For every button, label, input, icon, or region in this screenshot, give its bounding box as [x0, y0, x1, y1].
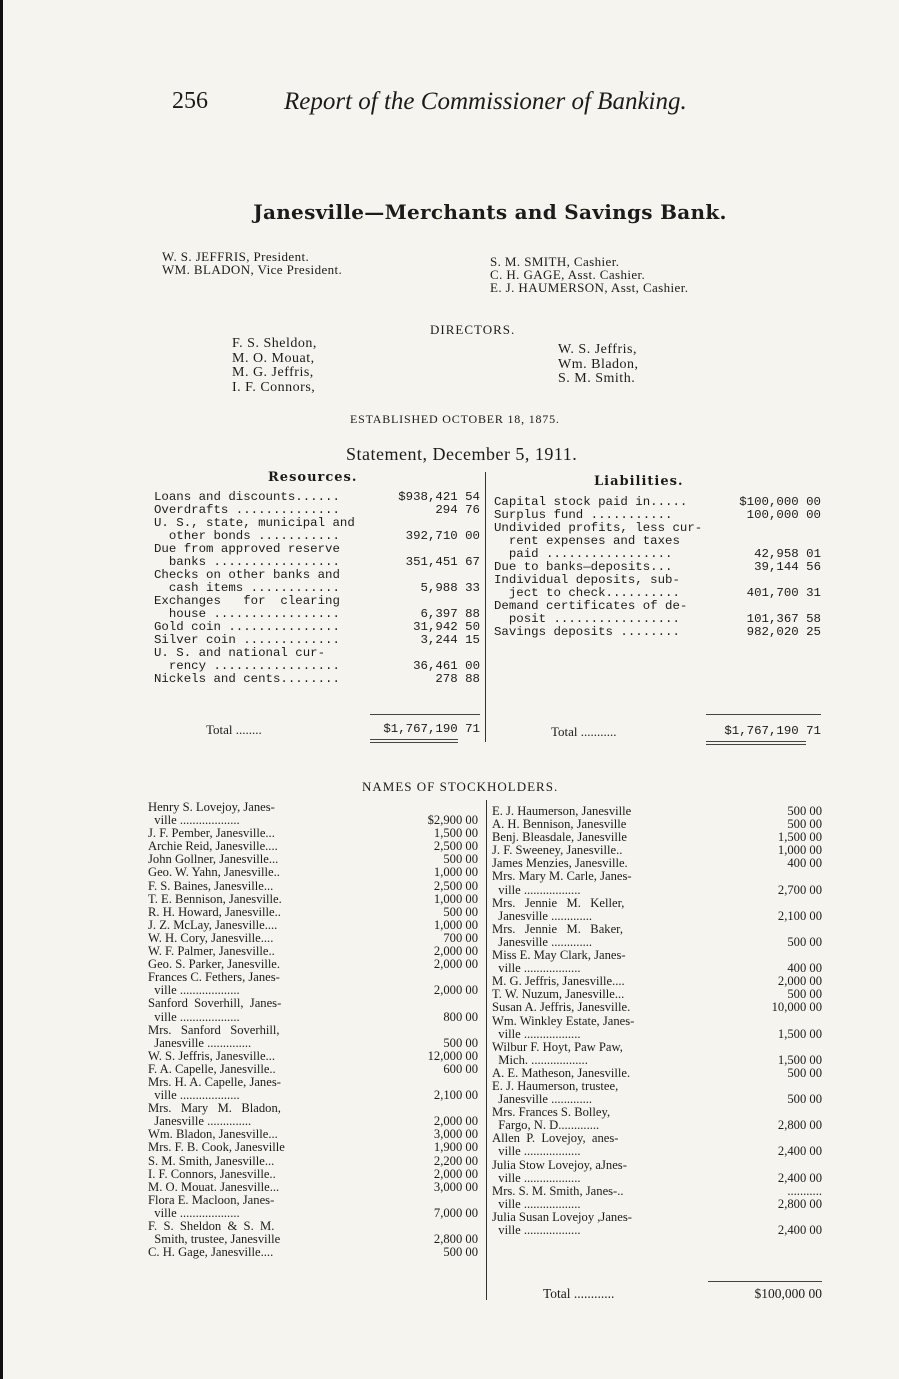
stockholder-row-label: J. Z. McLay, Janesville.... — [148, 917, 278, 932]
stockholder-row-amount: 500 00 — [443, 1035, 478, 1050]
directors-left — [232, 337, 317, 395]
stockholder-row-label: W. H. Cory, Janesville.... — [148, 930, 274, 945]
stockholder-row-label: R. H. Howard, Janesville.. — [148, 904, 281, 919]
stockholder-row — [148, 1194, 478, 1207]
stockholder-row-label: Miss E. May Clark, Janes- — [492, 948, 626, 963]
stockholder-row-amount: 1,500 00 — [433, 826, 478, 841]
stockholder-row-label: C. H. Gage, Janesville.... — [148, 1245, 274, 1260]
stockholder-row-label: Mrs. Sanford Soverhill, — [148, 1022, 280, 1037]
stockholder-row-label: Benj. Bleasdale, Janesville — [492, 830, 627, 845]
stockholder-row — [148, 866, 478, 879]
stockholder-row-label: Geo. W. Yahn, Janesville.. — [148, 865, 280, 880]
director: M. O. Mouat, — [232, 350, 315, 366]
stockholder-row-amount: 1,000 00 — [433, 917, 478, 932]
stockholder-row-label: Flora E. Macloon, Janes- — [148, 1192, 275, 1207]
liability-row-label: Demand certificates of de- — [494, 599, 688, 613]
stockholder-row — [492, 897, 822, 910]
stockholder-row-amount: ........... — [787, 1183, 822, 1198]
stockholder-row — [148, 893, 478, 906]
stockholder-row — [492, 1172, 822, 1185]
resource-row-amount: 278 88 — [435, 672, 480, 686]
stockholder-row-label: Mich. .................. — [492, 1052, 588, 1067]
stockholder-row-label: Janesville .............. — [148, 1035, 252, 1050]
stockholder-row-label: Wm. Winkley Estate, Janes- — [492, 1013, 635, 1028]
liability-row-label: Surplus fund ........... — [494, 508, 673, 522]
stockholders-total: $100,000 00 — [754, 1286, 822, 1301]
liability-row-label: Individual deposits, sub- — [494, 573, 680, 587]
liability-row-label: Due to banks—deposits... — [494, 560, 673, 574]
stockholder-row — [148, 1011, 478, 1024]
stockholder-row-label: I. F. Connors, Janesville.. — [148, 1166, 276, 1181]
officer: WM. BLADON, Vice President. — [162, 262, 343, 277]
director: S. M. Smith. — [558, 371, 636, 386]
stockholder-row-label: Janesville .............. — [148, 1114, 252, 1129]
stockholder-row-label: Geo. S. Parker, Janesville. — [148, 957, 281, 972]
stockholder-row-amount: 2,000 00 — [433, 944, 478, 959]
stockholder-row-label: Fargo, N. D............. — [492, 1118, 600, 1133]
stockholder-row — [148, 1050, 478, 1063]
stockholder-row-label: Sanford Soverhill, Janes- — [148, 996, 282, 1011]
total-rule — [370, 714, 480, 715]
stockholder-row — [148, 1063, 478, 1076]
stockholder-row-label: Mrs. Mary M. Carle, Janes- — [492, 869, 632, 884]
stockholder-row-amount: 2,200 00 — [433, 1153, 478, 1168]
stockholder-row — [492, 1145, 822, 1158]
stockholder-row-label: ville .................. — [492, 882, 581, 897]
stockholder-row-amount: 2,000 00 — [433, 983, 478, 998]
stockholder-row-label: J. F. Pember, Janesville... — [148, 826, 275, 841]
director: M. G. Jeffris, — [232, 365, 314, 380]
stockholder-row-amount: 3,000 00 — [433, 1179, 478, 1194]
stockholder-row-label: E. J. Haumerson, Janesville — [492, 804, 632, 818]
stockholder-row-amount: 400 00 — [787, 961, 822, 976]
liability-row-amount: 101,367 58 — [746, 612, 821, 626]
stockholder-row-label: A. H. Bennison, Janesville — [492, 817, 627, 832]
stockholder-row-label: ville .................. — [492, 1144, 581, 1159]
stockholder-row-amount: 10,000 00 — [771, 1000, 822, 1015]
stockholder-row-label: ville ................... — [148, 1088, 240, 1103]
stockholder-row-label: ville .................. — [492, 1196, 581, 1211]
stockholder-row-label: ville ................... — [148, 983, 240, 998]
stockholder-row-amount: 500 00 — [443, 904, 478, 919]
stockholder-row-amount: 1,000 00 — [433, 891, 478, 906]
directors-heading: DIRECTORS. — [430, 322, 516, 337]
director: Wm. Bladon, — [558, 356, 639, 372]
stockholder-row-amount: 1,500 00 — [777, 1052, 822, 1067]
liability-row-label: rent expenses and taxes — [494, 534, 680, 548]
director: F. S. Sheldon, — [232, 336, 317, 351]
stockholder-row — [148, 1246, 478, 1259]
stockholder-row-amount: 2,400 00 — [777, 1170, 822, 1185]
stockholder-row-amount: 500 00 — [443, 852, 478, 867]
officer: S. M. SMITH, Cashier. — [490, 254, 620, 269]
stockholder-row-label: Wilbur F. Hoyt, Paw Paw, — [492, 1039, 623, 1054]
stockholder-row-amount: 2,100 00 — [777, 908, 822, 923]
officers-left — [162, 250, 342, 276]
resource-row-label: Overdrafts .............. — [154, 503, 340, 517]
stockholder-row-amount: 2,500 00 — [433, 878, 478, 893]
liability-row-amount: 100,000 00 — [746, 508, 821, 522]
resource-row-amount: 351,451 67 — [405, 555, 480, 569]
liability-row-amount: 401,700 31 — [746, 586, 821, 600]
stockholder-row-label: Mrs. Frances S. Bolley, — [492, 1105, 611, 1120]
stockholder-row-amount: 700 00 — [443, 930, 478, 945]
resource-row-label: Checks on other banks and — [154, 568, 340, 582]
stockholder-row — [492, 884, 822, 897]
stockholder-row — [492, 1159, 822, 1172]
stockholder-row-label: M. O. Mouat. Janesville... — [148, 1179, 280, 1194]
stockholder-row — [148, 1024, 478, 1037]
stockholder-row-amount: $2,900 00 — [427, 813, 478, 828]
liability-row-amount: 39,144 56 — [754, 560, 821, 574]
liability-row-label: Capital stock paid in..... — [494, 495, 688, 509]
stockholder-row-label: Smith, trustee, Janesville — [148, 1232, 281, 1247]
stockholder-row-label: F. S. Baines, Janesville... — [148, 878, 274, 893]
liabilities-total: $1,767,190 71 — [724, 724, 821, 738]
established-line: ESTABLISHED OCTOBER 18, 1875. — [350, 412, 560, 426]
liability-row-label: posit ................. — [494, 612, 680, 626]
stockholder-row-label: Janesville ............. — [492, 934, 593, 949]
stockholder-row-amount: 500 00 — [787, 1092, 822, 1107]
resource-row-label: other bonds ........... — [154, 529, 340, 543]
stockholder-row — [148, 1155, 478, 1168]
stockholder-row-label: Allen P. Lovejoy, anes- — [492, 1131, 619, 1146]
resource-row-label: house ................. — [154, 607, 340, 621]
resources-total: $1,767,190 71 — [383, 722, 480, 736]
stockholder-row — [148, 1141, 478, 1154]
stockholder-row — [148, 919, 478, 932]
stockholder-row — [492, 923, 822, 936]
stockholder-row-amount: 1,900 00 — [433, 1140, 478, 1155]
stockholder-row-label: ville ................... — [148, 1205, 240, 1220]
stockholders-right — [492, 805, 822, 1237]
stockholder-row-amount: 500 00 — [787, 804, 822, 818]
stockholders-heading: NAMES OF STOCKHOLDERS. — [362, 779, 559, 794]
stockholder-row-label: ville .................. — [492, 1170, 581, 1185]
stockholder-row-label: Wm. Bladon, Janesville... — [148, 1127, 278, 1142]
stockholder-row-label: M. G. Jeffris, Janesville.... — [492, 974, 625, 989]
stockholder-row-label: Julia Stow Lovejoy, aJnes- — [492, 1157, 627, 1172]
liabilities-total-label: Total ........... — [551, 724, 617, 739]
stockholder-row-label: James Menzies, Janesville. — [492, 856, 628, 871]
stockholder-row-label: Janesville ............. — [492, 1092, 593, 1107]
stockholder-row — [492, 1198, 822, 1211]
stockholder-row-amount: 2,000 00 — [433, 957, 478, 972]
stockholder-row-label: ville .................. — [492, 1026, 581, 1041]
stockholder-row-label: T. W. Nuzum, Janesville... — [492, 987, 625, 1002]
officer: W. S. JEFFRIS, President. — [162, 249, 310, 264]
column-divider — [486, 800, 487, 1300]
stockholder-row-amount: 500 00 — [787, 987, 822, 1002]
stockholder-row-label: Mrs. Mary M. Bladon, — [148, 1101, 281, 1116]
stockholder-row-amount: 800 00 — [443, 1009, 478, 1024]
stockholder-row-label: Mrs. Jennie M. Baker, — [492, 921, 624, 936]
stockholder-row-label: E. J. Haumerson, trustee, — [492, 1078, 619, 1093]
stockholders-total-label: Total ............ — [543, 1286, 615, 1301]
stockholder-row-amount: 400 00 — [787, 856, 822, 871]
stockholder-row-amount: 2,500 00 — [433, 839, 478, 854]
resources-total-label: Total ........ — [206, 722, 262, 737]
report-title: Report of the Commissioner of Banking. — [284, 88, 687, 115]
stockholder-row — [148, 1037, 478, 1050]
double-rule — [370, 739, 458, 743]
director: W. S. Jeffris, — [558, 342, 637, 357]
stockholder-row — [492, 1028, 822, 1041]
stockholder-row-label: ville ................... — [148, 1009, 240, 1024]
stockholder-row-amount: 2,800 00 — [777, 1196, 822, 1211]
resource-row-amount: 31,942 50 — [413, 620, 480, 634]
stockholder-row-label: W. S. Jeffris, Janesville... — [148, 1048, 275, 1063]
officers-right — [490, 255, 688, 294]
stockholder-row-label: ville .................. — [492, 961, 581, 976]
stockholder-row — [492, 1015, 822, 1028]
stockholder-row-label: Susan A. Jeffris, Janesville. — [492, 1000, 631, 1015]
stockholder-row-label: Frances C. Fethers, Janes- — [148, 970, 280, 985]
stockholder-row-label: T. E. Bennison, Janesville. — [148, 891, 282, 906]
resource-row-label: Nickels and cents........ — [154, 672, 340, 686]
stockholder-row-amount: 500 00 — [787, 1065, 822, 1080]
stockholder-row-amount: 500 00 — [787, 817, 822, 832]
directors-right — [558, 343, 639, 387]
stockholder-row — [492, 1224, 822, 1237]
stockholder-row-label: ville .................. — [492, 1223, 581, 1237]
stockholder-row — [492, 910, 822, 923]
liability-row-label: Undivided profits, less cur- — [494, 521, 703, 535]
stockholder-row-label: Mrs. S. M. Smith, Janes-.. — [492, 1183, 624, 1198]
stockholder-row-amount: 600 00 — [443, 1061, 478, 1076]
stockholder-row-amount: 1,000 00 — [777, 843, 822, 858]
liability-row-amount: $100,000 00 — [739, 495, 821, 509]
stockholder-row-amount: 2,700 00 — [777, 882, 822, 897]
stockholder-row-label: Mrs. H. A. Capelle, Janes- — [148, 1074, 281, 1089]
stockholder-row-label: S. M. Smith, Janesville... — [148, 1153, 275, 1168]
stockholder-row-label: ville ................... — [148, 813, 240, 828]
stockholder-row — [492, 1067, 822, 1080]
stockholder-row-amount: 2,000 00 — [777, 974, 822, 989]
stockholders-left — [148, 801, 478, 1259]
resource-row-amount: 36,461 00 — [413, 659, 480, 673]
stockholder-row-amount: 2,000 00 — [433, 1166, 478, 1181]
resource-row-label: U. S. and national cur- — [154, 646, 326, 660]
resource-row-amount: 3,244 15 — [420, 633, 480, 647]
resource-row-label: cash items ............ — [154, 581, 340, 595]
stockholder-row — [148, 1181, 478, 1194]
resource-row-amount: 294 76 — [435, 503, 480, 517]
liability-row-label: Savings deposits ........ — [494, 625, 680, 639]
stockholder-row-amount: 1,000 00 — [433, 865, 478, 880]
resource-row-label: Silver coin ............. — [154, 633, 340, 647]
stockholder-row-amount: 2,100 00 — [433, 1088, 478, 1103]
bank-title: Janesville—Merchants and Savings Bank. — [253, 200, 727, 224]
stockholder-row-label: A. E. Matheson, Janesville. — [492, 1065, 631, 1080]
resources-table — [154, 491, 480, 686]
total-rule — [706, 714, 821, 715]
resource-row-amount: 6,397 88 — [420, 607, 480, 621]
stockholder-row-label: Archie Reid, Janesville.... — [148, 839, 278, 854]
resource-row-label: Loans and discounts...... — [154, 490, 340, 504]
officer: E. J. HAUMERSON, Asst, Cashier. — [490, 280, 689, 295]
page-edge — [0, 0, 3, 1379]
resource-row-label: U. S., state, municipal and — [154, 516, 355, 530]
stockholder-row-amount: 1,500 00 — [777, 1026, 822, 1041]
stockholder-row-amount: 500 00 — [443, 1245, 478, 1260]
stockholder-row-amount: 3,000 00 — [433, 1127, 478, 1142]
stockholder-row-amount: 2,800 00 — [433, 1232, 478, 1247]
resource-row-amount: $938,421 54 — [398, 490, 480, 504]
stockholder-row-label: Janesville ............. — [492, 908, 593, 923]
stockholder-row-label: Henry S. Lovejoy, Janes- — [148, 800, 275, 814]
director: I. F. Connors, — [232, 379, 316, 395]
double-rule — [706, 741, 806, 745]
stockholder-row-label: John Gollner, Janesville... — [148, 852, 279, 867]
stockholder-row — [492, 870, 822, 883]
stockholder-row-label: Mrs. Jennie M. Keller, — [492, 895, 625, 910]
stockholder-row-label: F. S. Sheldon & S. M. — [148, 1219, 275, 1233]
liability-row — [494, 626, 821, 639]
liability-row-label: paid ................. — [494, 547, 673, 561]
stockholder-row-amount: 500 00 — [787, 934, 822, 949]
stockholder-row-amount: 2,400 00 — [777, 1144, 822, 1159]
total-rule — [708, 1281, 822, 1282]
stockholder-row — [148, 997, 478, 1010]
resource-row-label: Due from approved reserve — [154, 542, 340, 556]
liabilities-table — [494, 496, 821, 639]
liability-row-amount: 982,020 25 — [746, 625, 821, 639]
stockholder-row — [492, 1001, 822, 1014]
statement-date: Statement, December 5, 1911. — [346, 444, 578, 464]
stockholder-row — [148, 1168, 478, 1181]
stockholder-row-amount: 2,400 00 — [777, 1223, 822, 1237]
stockholder-row-amount: 2,800 00 — [777, 1118, 822, 1133]
officer: C. H. GAGE, Asst. Cashier. — [490, 267, 646, 282]
resource-row-label: Gold coin ............... — [154, 620, 340, 634]
liability-row-label: ject to check.......... — [494, 586, 680, 600]
resources-heading: Resources. — [268, 470, 358, 485]
column-divider — [485, 472, 486, 742]
stockholder-row-label: J. F. Sweeney, Janesville.. — [492, 843, 623, 858]
page-number: 256 — [172, 88, 208, 114]
stockholder-row — [148, 906, 478, 919]
stockholder-row — [492, 1054, 822, 1067]
stockholder-row-amount: 2,000 00 — [433, 1114, 478, 1129]
stockholder-row-label: W. F. Palmer, Janesville.. — [148, 944, 275, 959]
resource-row-label: Exchanges for clearing — [154, 594, 340, 608]
liabilities-heading: Liabilities. — [594, 474, 684, 489]
stockholder-row-amount: 12,000 00 — [427, 1048, 478, 1063]
stockholder-row-amount: 1,500 00 — [777, 830, 822, 845]
resource-row-label: rency ................. — [154, 659, 340, 673]
stockholder-row-label: Mrs. F. B. Cook, Janesville — [148, 1140, 285, 1155]
stockholder-row — [148, 880, 478, 893]
resource-row-amount: 5,988 33 — [420, 581, 480, 595]
stockholder-row-label: F. A. Capelle, Janesville.. — [148, 1061, 276, 1076]
stockholder-row — [492, 1041, 822, 1054]
resource-row — [154, 673, 480, 686]
liability-row-amount: 42,958 01 — [754, 547, 821, 561]
stockholder-row-amount: 7,000 00 — [433, 1205, 478, 1220]
resource-row-amount: 392,710 00 — [405, 529, 480, 543]
resource-row-label: banks ................. — [154, 555, 340, 569]
stockholder-row — [492, 1185, 822, 1198]
stockholder-row-label: Julia Susan Lovejoy ,Janes- — [492, 1209, 632, 1224]
